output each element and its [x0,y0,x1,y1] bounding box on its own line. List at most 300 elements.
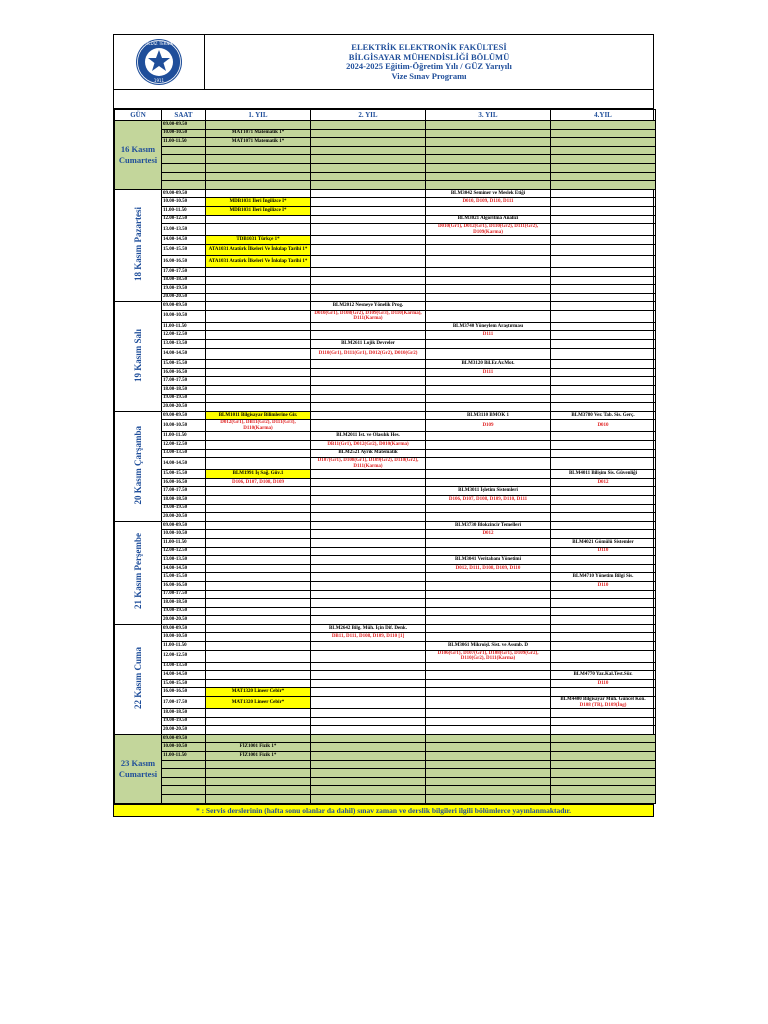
exam-cell-y4 [551,394,656,403]
exam-cell-y2 [311,590,426,599]
exam-cell-y1 [206,360,311,369]
exam-rooms: D110 [597,680,609,686]
exam-cell-y4 [551,599,656,608]
title-block [205,35,653,89]
exam-cell-y2 [311,679,426,688]
time-slot: 18.00-18.50 [162,386,206,395]
exam-cell-y2 [311,458,426,470]
exam-cell-y3 [426,470,551,479]
exam-cell-y4 [551,697,656,709]
col-header-year1: 1. YIL [206,110,311,121]
exam-cell-y4 [551,449,656,458]
time-slot: 16.00-16.50 [162,368,206,377]
course-name: BLM2642 Bilg. Müh. İçin Dif. Denk. [329,625,407,631]
exam-cell-y1 [206,189,311,198]
exam-cell-y3 [426,189,551,198]
exam-cell-y3 [426,478,551,487]
exam-cell-y4 [551,441,656,450]
exam-cell-y1 [206,538,311,547]
exam-cell-y4 [551,121,656,130]
exam-cell-y2 [311,470,426,479]
exam-cell-y2 [311,403,426,412]
exam-cell-y4 [551,377,656,386]
course-name: BLM3730 Blokzincir Temelleri [454,522,521,528]
day-label-text: 16 Kasım Cumartesi [118,143,158,165]
exam-cell-y1 [206,726,311,735]
exam-cell-y4 [551,331,656,340]
exam-cell-y4 [551,671,656,680]
exam-cell-y3 [426,155,551,164]
exam-cell-y2 [311,794,426,803]
exam-cell-y3 [426,129,551,138]
time-slot: 18.00-18.50 [162,495,206,504]
exam-cell-y1 [206,198,311,207]
time-slot: 11.00-11.50 [162,752,206,761]
exam-cell-y1 [206,642,311,651]
table-row [115,697,656,709]
exam-cell-y4 [551,513,656,522]
table-row [115,129,656,138]
table-row [115,495,656,504]
exam-cell-y1 [206,697,311,709]
time-slot: 10.00-10.50 [162,129,206,138]
table-row [115,794,656,803]
exam-cell-y2 [311,642,426,651]
exam-cell-y3 [426,420,551,432]
exam-cell-y2 [311,276,426,285]
table-row [115,709,656,718]
exam-cell-y4 [551,478,656,487]
exam-cell-y3 [426,616,551,625]
exam-cell-y4 [551,411,656,420]
time-slot: 17.00-17.50 [162,377,206,386]
table-row [115,769,656,778]
exam-cell-y1 [206,386,311,395]
exam-cell-y4 [551,302,656,311]
exam-cell-y1 [206,377,311,386]
time-slot: 20.00-20.50 [162,403,206,412]
exam-cell-y1 [206,411,311,420]
exam-cell-y2 [311,671,426,680]
exam-cell-y3 [426,322,551,331]
exam-cell-y2 [311,530,426,539]
table-row [115,581,656,590]
course-name: BLM3021 Algoritma Analizi [457,216,519,222]
exam-cell-y2 [311,293,426,302]
table-row [115,564,656,573]
exam-cell-y3 [426,633,551,642]
exam-rooms: D010(Gr1), D108(Gr2), D109(Gr3), D110(Karma), D111(Karma) [314,310,422,322]
table-row [115,236,656,245]
time-slot: 12.00-12.50 [162,650,206,662]
exam-cell-y2 [311,521,426,530]
day-label [115,411,162,521]
table-row [115,276,656,285]
exam-cell-y1 [206,458,311,470]
footnote: * : Servis derslerinin (hafta sonu olanlar da dahil) sınav zaman ve derslik bilgileri ilgili bölümlerce yayınlanmaktadır. [114,804,653,816]
exam-cell-y4 [551,487,656,496]
exam-cell-y4 [551,236,656,245]
exam-rooms: D108 (TR), D109(İng) [579,702,627,708]
day-label [115,521,162,624]
time-slot: 15.00-15.50 [162,244,206,256]
exam-cell-y4 [551,470,656,479]
exam-cell-y4 [551,322,656,331]
time-slot: 10.00-10.50 [162,743,206,752]
time-slot: 18.00-18.50 [162,599,206,608]
exam-cell-y1 [206,348,311,360]
exam-cell-y4 [551,310,656,322]
table-row [115,671,656,680]
day-label [115,189,162,302]
exam-cell-y4 [551,624,656,633]
exam-cell-y2 [311,556,426,565]
exam-cell-y1 [206,794,311,803]
exam-cell-y2 [311,717,426,726]
exam-cell-y3 [426,624,551,633]
exam-cell-y1 [206,633,311,642]
exam-cell-y1 [206,769,311,778]
exam-cell-y1 [206,470,311,479]
exam-cell-y2 [311,487,426,496]
exam-rooms: D012 [482,531,494,537]
time-slot [162,181,206,190]
schedule-body [115,121,656,804]
time-slot [162,794,206,803]
day-label-text: 22 Kasım Cuma [133,646,143,709]
time-slot: 19.00-19.50 [162,717,206,726]
exam-cell-y3 [426,411,551,420]
time-slot: 10.00-10.50 [162,633,206,642]
exam-cell-y1 [206,786,311,795]
exam-cell-y1 [206,403,311,412]
course-name: TDB1031 Türkçe 1* [236,236,280,242]
exam-cell-y1 [206,206,311,215]
exam-cell-y4 [551,360,656,369]
time-slot: 09.00-09.50 [162,521,206,530]
course-name: BLM2611 Lojik Devreler [341,340,395,346]
exam-cell-y2 [311,777,426,786]
course-name: BLM3042 Seminer ve Meslek Etiği [450,190,526,196]
exam-cell-y3 [426,310,551,322]
time-slot: 17.00-17.50 [162,487,206,496]
time-slot: 15.00-15.50 [162,470,206,479]
exam-cell-y2 [311,441,426,450]
exam-cell-y3 [426,671,551,680]
time-slot: 17.00-17.50 [162,590,206,599]
exam-cell-y3 [426,794,551,803]
table-row [115,386,656,395]
table-row [115,310,656,322]
time-slot: 14.00-14.50 [162,564,206,573]
table-row [115,633,656,642]
course-name: BLM3011 İşletim Sistemleri [458,488,518,494]
table-row [115,256,656,268]
exam-cell-y2 [311,607,426,616]
exam-cell-y2 [311,432,426,441]
table-row [115,172,656,181]
time-slot: 15.00-15.50 [162,679,206,688]
table-row [115,752,656,761]
exam-rooms: DB11, D111, D108, D109, D110 [1] [331,634,405,640]
time-slot: 19.00-19.50 [162,285,206,294]
col-header-time: SAAT [162,110,206,121]
exam-cell-y1 [206,564,311,573]
time-slot: 13.00-13.50 [162,340,206,349]
exam-rooms: D012(Gr1), DB11(Gr2), D111(Gr3), D110(Karma) [220,420,296,431]
exam-cell-y3 [426,487,551,496]
exam-cell-y2 [311,688,426,697]
exam-cell-y1 [206,760,311,769]
exam-cell-y2 [311,411,426,420]
course-name: BLM3780 Ver. Tab. Sis. Gerç. [571,412,635,418]
exam-rooms: D010, D109, D110, D111 [462,199,514,205]
exam-cell-y2 [311,331,426,340]
time-slot: 13.00-13.50 [162,224,206,236]
exam-cell-y3 [426,599,551,608]
table-row [115,504,656,513]
exam-cell-y3 [426,198,551,207]
day-label [115,302,162,412]
exam-cell-y3 [426,181,551,190]
table-row [115,411,656,420]
exam-cell-y4 [551,368,656,377]
table-row [115,432,656,441]
table-row [115,368,656,377]
time-slot: 14.00-14.50 [162,348,206,360]
exam-cell-y2 [311,386,426,395]
exam-cell-y4 [551,256,656,268]
table-row [115,420,656,432]
exam-cell-y1 [206,331,311,340]
table-row [115,331,656,340]
exam-cell-y4 [551,386,656,395]
time-slot [162,777,206,786]
exam-cell-y3 [426,224,551,236]
time-slot: 09.00-09.50 [162,734,206,743]
exam-cell-y4 [551,760,656,769]
exam-cell-y3 [426,206,551,215]
exam-rooms: D010(Gr1), D012(Gr1), D110(Gr2), D111(Gr2), D109(Karma) [437,224,539,235]
time-slot [162,172,206,181]
exam-cell-y1 [206,709,311,718]
exam-cell-y1 [206,547,311,556]
exam-cell-y2 [311,504,426,513]
exam-cell-y2 [311,599,426,608]
exam-cell-y4 [551,556,656,565]
exam-cell-y3 [426,285,551,294]
exam-cell-y2 [311,513,426,522]
exam-cell-y2 [311,224,426,236]
table-row [115,189,656,198]
exam-cell-y4 [551,276,656,285]
table-row [115,547,656,556]
exam-cell-y3 [426,394,551,403]
table-row [115,206,656,215]
table-row [115,293,656,302]
exam-cell-y2 [311,155,426,164]
table-row [115,449,656,458]
exam-cell-y3 [426,146,551,155]
exam-cell-y3 [426,138,551,147]
time-slot: 12.00-12.50 [162,441,206,450]
day-label-text: 19 Kasım Salı [133,328,143,382]
table-row [115,302,656,311]
col-header-year4: 4.YIL [551,110,656,121]
exam-cell-y4 [551,573,656,582]
exam-cell-y4 [551,717,656,726]
exam-cell-y4 [551,420,656,432]
course-name: MDB1031 İleri İngilizce I* [229,199,287,205]
time-slot: 20.00-20.50 [162,513,206,522]
exam-cell-y3 [426,256,551,268]
exam-cell-y1 [206,679,311,688]
course-name: BLM4021 Gömülü Sistemler [572,539,634,545]
course-name: BLM3120 Bil.Er.Ar.Mot. [461,361,515,367]
exam-cell-y3 [426,377,551,386]
time-slot: 09.00-09.50 [162,411,206,420]
time-slot: 14.00-14.50 [162,236,206,245]
time-slot: 20.00-20.50 [162,293,206,302]
time-slot: 19.00-19.50 [162,504,206,513]
exam-cell-y3 [426,581,551,590]
time-slot: 09.00-09.50 [162,121,206,130]
time-slot [162,769,206,778]
exam-cell-y4 [551,530,656,539]
course-name: BLM3061 Mikroişl. Sist. ve Assmb. D [448,642,528,648]
table-row [115,267,656,276]
course-name: MAT1071 Matematik 1* [231,130,285,136]
exam-cell-y3 [426,368,551,377]
exam-cell-y3 [426,513,551,522]
table-row [115,155,656,164]
table-row [115,377,656,386]
exam-rooms: D110(Gr1), D111(Gr1), D012(Gr2), D010(Gr2) [318,351,418,357]
exam-cell-y4 [551,495,656,504]
course-name: BLM2011 İst. ve Olasılık Hes. [336,433,400,439]
exam-cell-y3 [426,688,551,697]
exam-cell-y1 [206,449,311,458]
exam-cell-y3 [426,556,551,565]
table-row [115,394,656,403]
course-name: FİZ1001 Fizik 1* [239,752,277,758]
exam-rooms: D106, D107, D108, D109 [232,479,284,485]
exam-cell-y2 [311,198,426,207]
table-row [115,121,656,130]
exam-cell-y4 [551,650,656,662]
exam-cell-y2 [311,172,426,181]
course-name: MDB1031 İleri İngilizce I* [229,207,287,213]
exam-cell-y2 [311,709,426,718]
exam-cell-y4 [551,340,656,349]
exam-cell-y1 [206,777,311,786]
day-label [115,624,162,734]
exam-cell-y4 [551,547,656,556]
table-row [115,487,656,496]
time-slot: 20.00-20.50 [162,616,206,625]
time-slot: 10.00-10.50 [162,530,206,539]
exam-cell-y1 [206,340,311,349]
exam-cell-y4 [551,662,656,671]
exam-cell-y3 [426,293,551,302]
time-slot: 11.00-11.50 [162,206,206,215]
exam-schedule-sheet [113,34,654,817]
exam-cell-y4 [551,189,656,198]
exam-rooms: D107(Gr1), D108(Gr1), D109(Gr2), D110(Gr2), D111(Karma) [317,458,419,469]
exam-cell-y1 [206,662,311,671]
time-slot: 19.00-19.50 [162,394,206,403]
exam-cell-y4 [551,769,656,778]
exam-cell-y1 [206,138,311,147]
course-name: ATA1031 Atatürk İlkeleri Ve İnkılap Tarihi 1* [208,258,308,264]
exam-cell-y2 [311,236,426,245]
exam-cell-y4 [551,155,656,164]
university-logo [114,35,205,89]
table-row [115,616,656,625]
exam-cell-y2 [311,616,426,625]
exam-cell-y1 [206,432,311,441]
time-slot: 11.00-11.50 [162,138,206,147]
exam-cell-y1 [206,146,311,155]
exam-cell-y4 [551,581,656,590]
exam-cell-y3 [426,121,551,130]
course-name: BLM3110 BMÖK 1 [467,412,509,418]
course-name: BLM3740 Yöneylem Araştırması [452,323,524,329]
exam-cell-y4 [551,633,656,642]
exam-cell-y2 [311,697,426,709]
exam-cell-y1 [206,267,311,276]
time-slot [162,155,206,164]
exam-cell-y2 [311,377,426,386]
exam-cell-y1 [206,581,311,590]
spacer-row [114,90,653,109]
exam-cell-y3 [426,642,551,651]
time-slot: 13.00-13.50 [162,662,206,671]
exam-cell-y2 [311,662,426,671]
exam-cell-y1 [206,129,311,138]
exam-cell-y4 [551,726,656,735]
time-slot: 17.00-17.50 [162,697,206,709]
exam-cell-y1 [206,394,311,403]
exam-cell-y3 [426,734,551,743]
exam-cell-y2 [311,743,426,752]
day-label [115,121,162,190]
time-slot: 16.00-16.50 [162,478,206,487]
exam-cell-y3 [426,760,551,769]
course-name: BLM4770 Yaz.Kal.Test.Sür. [573,672,633,678]
exam-cell-y3 [426,752,551,761]
exam-cell-y1 [206,310,311,322]
course-name: BLM4400 Bilgisayar Müh. Güncel Kon. [560,697,646,703]
exam-cell-y1 [206,573,311,582]
exam-cell-y3 [426,163,551,172]
exam-cell-y2 [311,478,426,487]
exam-cell-y1 [206,607,311,616]
time-slot: 09.00-09.50 [162,189,206,198]
exam-rooms: D012 [597,479,609,485]
exam-cell-y2 [311,146,426,155]
exam-cell-y2 [311,786,426,795]
exam-cell-y4 [551,198,656,207]
course-name: BLM4011 Bilişim Sis. Güvenliği [568,470,638,476]
exam-cell-y2 [311,206,426,215]
exam-cell-y3 [426,564,551,573]
schedule-header [114,35,653,90]
exam-cell-y3 [426,717,551,726]
exam-cell-y1 [206,121,311,130]
exam-cell-y4 [551,348,656,360]
exam-cell-y2 [311,348,426,360]
